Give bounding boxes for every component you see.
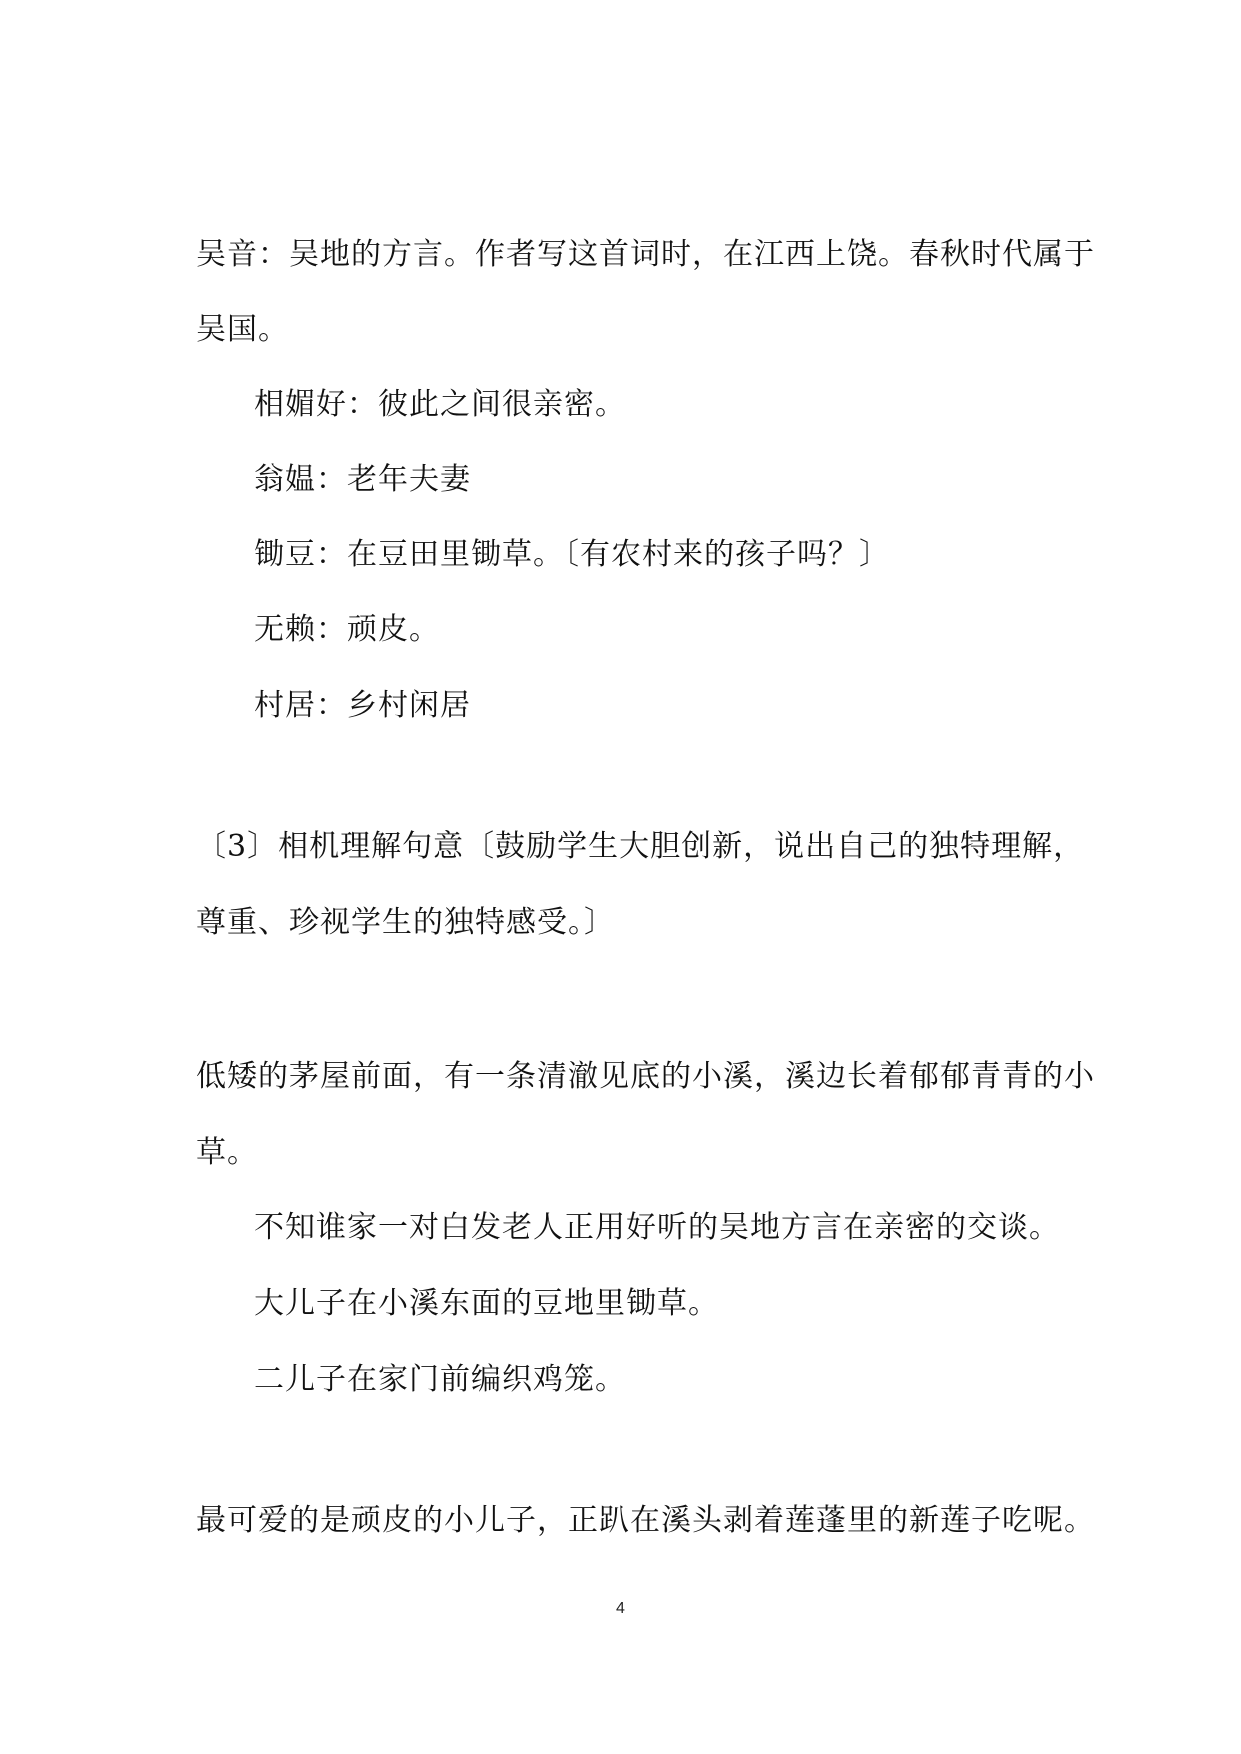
- text-line-maowu-qianmian: 低矮的茅屋前面，有一条清澈见底的小溪，溪边长着郁郁青青的小: [196, 1059, 1095, 1094]
- text-line-bai-fa-lao-ren: 不知谁家一对白发老人正用好听的吴地方言在亲密的交谈。: [254, 1210, 1060, 1245]
- text-line-wu-guo: 吴国。: [196, 312, 289, 347]
- text-line-er-erzi: 二儿子在家门前编织鸡笼。: [254, 1362, 626, 1397]
- text-line-cao: 草。: [196, 1135, 258, 1170]
- text-line-section-3-heading: 〔3〕相机理解句意〔鼓励学生大胆创新，说出自己的独特理解，: [196, 829, 1085, 864]
- text-line-cun-ju: 村居：乡村闲居: [254, 688, 471, 723]
- text-line-chu-dou: 锄豆：在豆田里锄草。〔有农村来的孩子吗？〕: [254, 537, 890, 572]
- text-line-section-3-continuation: 尊重、珍视学生的独特感受。〕: [196, 905, 615, 940]
- text-line-da-erzi: 大儿子在小溪东面的豆地里锄草。: [254, 1286, 719, 1321]
- text-line-wu-lai: 无赖：顽皮。: [254, 612, 440, 647]
- text-line-weng-ao: 翁媪：老年夫妻: [254, 462, 471, 497]
- text-line-xiao-erzi: 最可爱的是顽皮的小儿子，正趴在溪头剥着莲蓬里的新莲子吃呢。: [196, 1503, 1095, 1538]
- page-number: 4: [616, 1600, 625, 1617]
- text-line-xiang-mei-hao: 相媚好：彼此之间很亲密。: [254, 387, 626, 422]
- text-line-wu-yin-definition: 吴音：吴地的方言。作者写这首词时，在江西上饶。春秋时代属于: [196, 237, 1095, 272]
